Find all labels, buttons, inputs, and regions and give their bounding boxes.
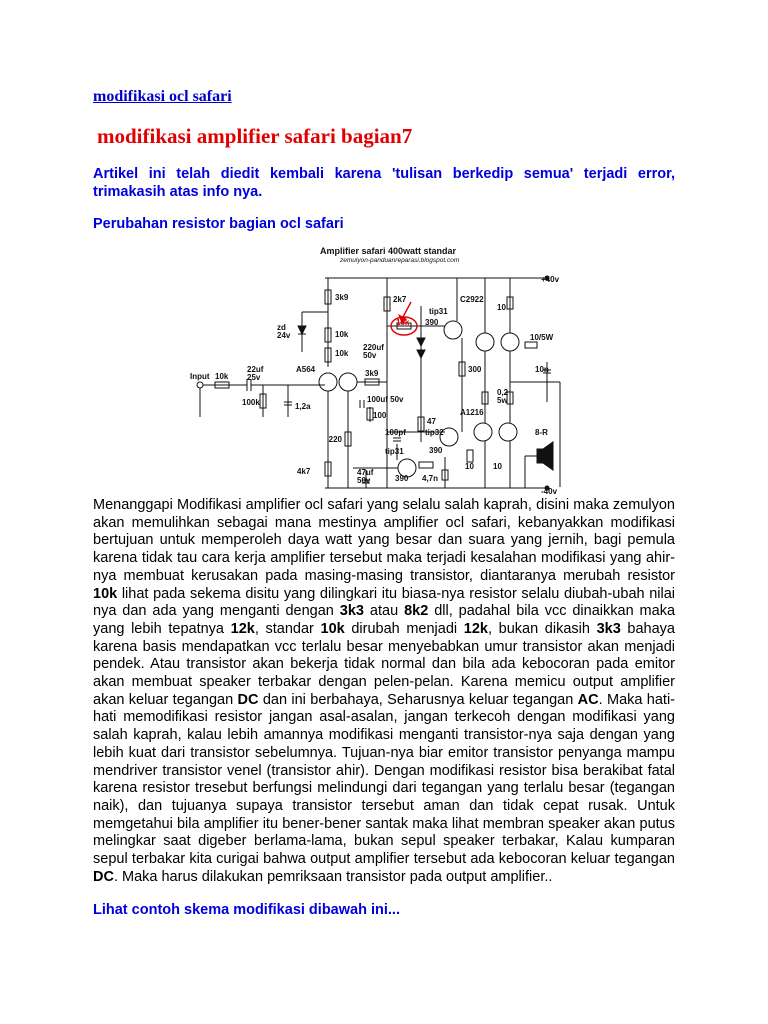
label-r-100: 100 <box>373 411 387 420</box>
label-tip32: tip32 <box>425 428 444 437</box>
call-to-action-text: Lihat contoh skema modifikasi dibawah ini... <box>93 902 400 918</box>
label-tip31a: tip31 <box>429 307 448 316</box>
label-c-100pf: 100pf <box>385 428 406 437</box>
label-r-390a: 390 <box>425 318 439 327</box>
label-r-47: 47 <box>427 417 436 426</box>
label-r-220: 220 <box>328 435 342 444</box>
label-r-10c: 10 <box>493 462 502 471</box>
label-c-220uf-v: 50v <box>363 351 377 360</box>
label-r-3k9a: 3k9 <box>335 293 349 302</box>
schematic-credit: zemulyon-panduanreparasi.blogspot.com <box>340 257 460 264</box>
amplifier-schematic <box>185 242 570 497</box>
label-r-10n: 10n <box>535 365 549 374</box>
schematic-title: Amplifier safari 400watt standar <box>320 246 457 256</box>
label-r-02: 0,2 <box>497 388 509 397</box>
label-q-c2922: C2922 <box>460 295 484 304</box>
label-r-2k7: 2k7 <box>393 295 407 304</box>
label-zener-v: 24v <box>277 331 291 340</box>
label-r-02-v: 5w <box>497 396 508 405</box>
label-r-input: 10k <box>215 372 229 381</box>
label-plus-rail: +40v <box>541 275 560 284</box>
label-r-390c: 390 <box>395 474 409 483</box>
breadcrumb-link[interactable]: modifikasi ocl safari <box>93 88 232 105</box>
section-subheading: Perubahan resistor bagian ocl safari <box>93 216 344 232</box>
label-r-4k7: 4k7 <box>297 467 311 476</box>
label-r-10b: 10 <box>465 462 474 471</box>
label-r-100k: 100k <box>242 398 260 407</box>
label-c-input-v: 25v <box>247 373 261 382</box>
label-r-10a: 10 <box>497 303 506 312</box>
label-r-10-5w: 10/5W <box>530 333 554 342</box>
label-input: Input <box>190 372 210 381</box>
label-c-input: 22uf <box>247 365 264 374</box>
label-q-a564: A564 <box>296 365 316 374</box>
label-c-220uf: 220uf <box>363 343 384 352</box>
page-title: modifikasi amplifier safari bagian7 <box>97 124 413 148</box>
label-c-47uf: 47uf <box>357 468 374 477</box>
label-r-3k9b: 3k9 <box>365 369 379 378</box>
label-r-10k-circled: 10k <box>396 318 410 327</box>
label-r-390b: 390 <box>429 446 443 455</box>
label-r-10k-b: 10k <box>335 349 349 358</box>
label-tip31b: tip31 <box>385 447 404 456</box>
article-body: Menanggapi Modifikasi amplifier ocl safari yang selalu salah kaprah, disini maka zemulyon akan memulihkan sebagai mana mestinya amplifier ocl safari, kebanyakkan modifikasi bertujuan untuk memperoleh daya watt yang besar dan suara yang jernih, bagi pemula karena tidak tau cara kerja amplifier tersebut maka terjadi kesalahan modifikasi yang ahir-nya membuat kerusakan pada masing-masing transistor, diantaranya merubah resistor 10k lihat pada sekema disitu yang dilingkari itu biasa-nya resistor selalu diubah-ubah nilai nya dan ada yang menganti dengan 3k3 atau 8k2 dll, padahal bila vcc dinaikkan maka yang lebih tepatnya 12k, standar 10k dirubah menjadi 12k, bukan dikasih 3k3 bahaya karena basis mendapatkan vcc terlalu besar menyebabkan umur transistor akan menjadi pendek. Atau transistor akan bekerja tidak normal dan bila ada kebocoran pada emitor akan membuat speaker terbakar dengan pelen-pelan. Karena memicu output amplifier akan keluar tegangan DC dan ini berbahaya, Seharusnya keluar tegangan AC. Maka hati-hati memodifikasi resistor jangan asal-asalan, jangan terkecoh dengan modifikasi yang salah kaprah, kalau lebih amannya modifikasi menganti transistor-nya saja dengan yang lebih kuat dari transistor sebelumnya. Tujuan-nya biar emitor transistor penyanga mampu mendriver transistor venel (transistor ahir). Dengan modifikasi resistor bisa berakibat fatal karena resistor tresebut berfungsi melindungi dari tegangan yang terlalu besar (tegangan naik), dan tujuanya supaya transistor tersebut aman dan tidak cepat rusak. Untuk memgetahui bila amplifier itu bener-bener santak maka lihat membran speaker akan putus melingkar saat digeber berlama-lama, bukan sepul speaker terbakar, Kalau kumparan sepul terbakar kita curigai bahwa output amplifier tersebut ada kebocoran keluar tegangan DC. Maka harus dilakukan pemriksaan transistor pada output amplifier.. <box>93 497 676 885</box>
label-c-100uf: 100uf 50v <box>367 395 404 404</box>
label-speaker: 8-R <box>535 428 548 437</box>
label-minus-rail: -40v <box>541 487 558 496</box>
label-c-47uf-v: 50v <box>357 476 371 485</box>
label-c-12a: 1,2a <box>295 402 311 411</box>
label-zener: zd <box>277 323 286 332</box>
label-r-10k-a: 10k <box>335 330 349 339</box>
label-r-300: 300 <box>468 365 482 374</box>
label-q-a1216: A1216 <box>460 408 484 417</box>
edit-notice: Artikel ini telah diedit kembali karena 'tulisan berkedip semua' terjadi error, trimakasih atas info nya. <box>93 166 675 200</box>
label-r-4n7: 4,7n <box>422 474 439 483</box>
